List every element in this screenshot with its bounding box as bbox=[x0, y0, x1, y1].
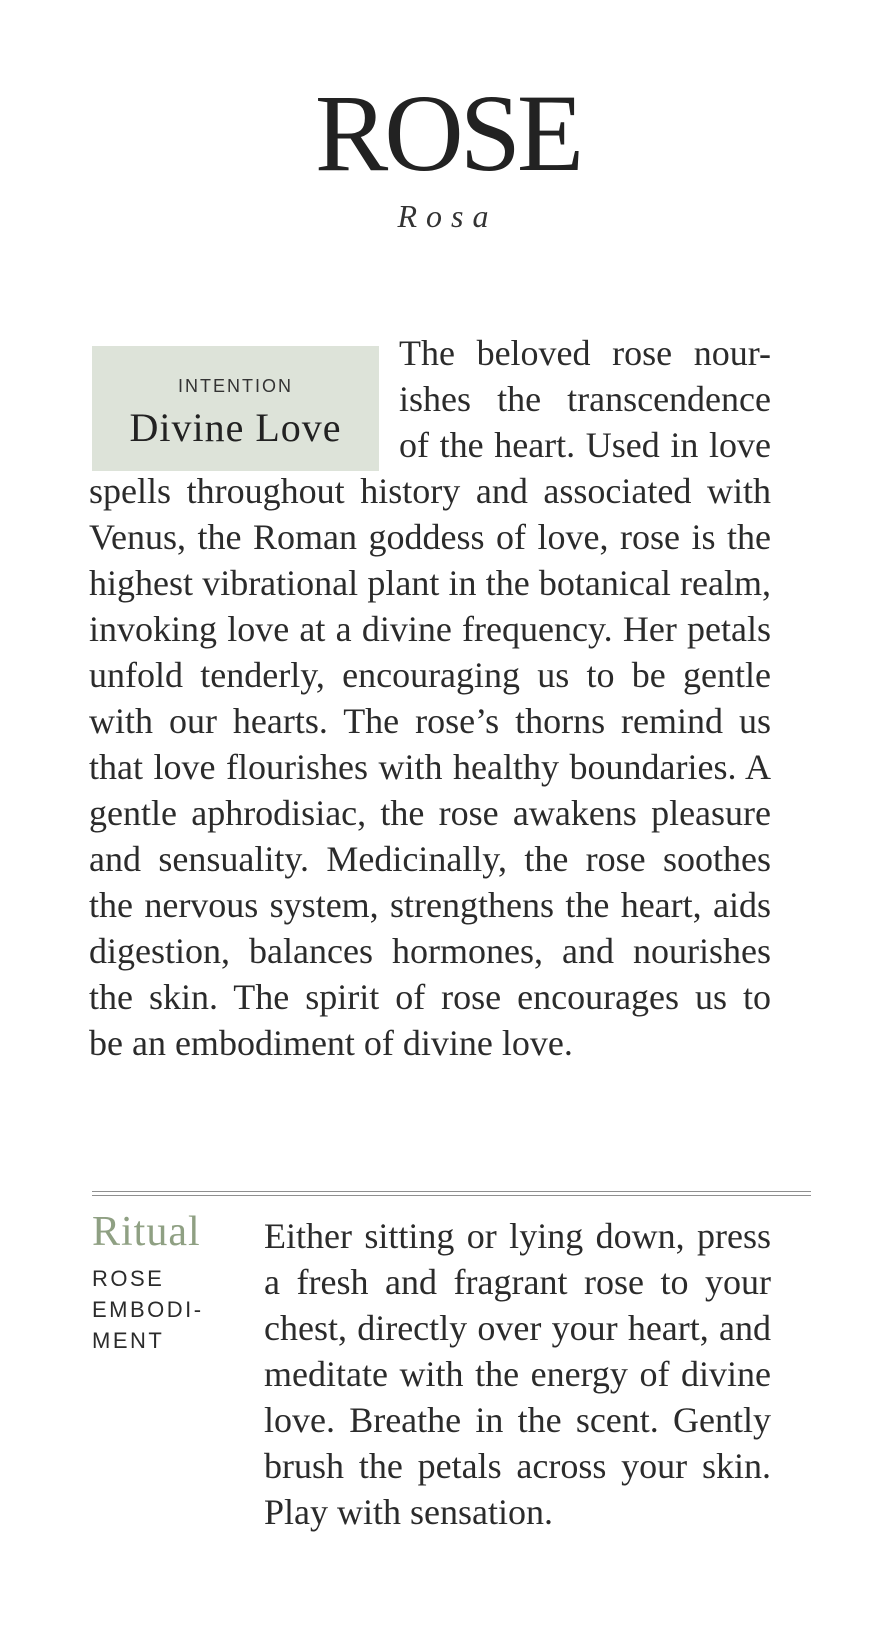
ritual-line: chest, directly over your heart, and bbox=[264, 1308, 771, 1348]
description-line: gentle aphrodisiac, the rose awakens pleasure bbox=[89, 793, 771, 833]
intention-box bbox=[92, 346, 379, 471]
description-line: unfold tenderly, encouraging us to be gentle bbox=[89, 655, 771, 695]
ritual-subtitle-line: EMBODI- bbox=[92, 1297, 204, 1322]
description-line: be an embodiment of divine love. bbox=[89, 1023, 573, 1063]
section-divider bbox=[92, 1191, 811, 1196]
ritual-subtitle-line: MENT bbox=[92, 1328, 165, 1353]
description-line: ishes the transcendence bbox=[399, 379, 771, 419]
ritual-line: meditate with the energy of divine bbox=[264, 1354, 771, 1394]
intention-value: Divine Love bbox=[129, 405, 342, 450]
description-line: The beloved rose nour- bbox=[399, 333, 771, 373]
description-line: and sensuality. Medicinally, the rose soothes bbox=[89, 839, 771, 879]
description-line: highest vibrational plant in the botanical realm, bbox=[89, 563, 771, 603]
ritual-line: Play with sensation. bbox=[264, 1492, 553, 1532]
ritual-line: Either sitting or lying down, press bbox=[264, 1216, 771, 1256]
description-line: with our hearts. The rose’s thorns remind us bbox=[89, 701, 771, 741]
description-line: of the heart. Used in love bbox=[399, 425, 771, 465]
description-line: that love flourishes with healthy boundaries. A bbox=[89, 747, 771, 787]
ritual-subtitle-line: ROSE bbox=[92, 1266, 165, 1291]
ritual-line: love. Breathe in the scent. Gently bbox=[264, 1400, 771, 1440]
description-line: invoking love at a divine frequency. Her petals bbox=[89, 609, 771, 649]
ritual-heading: Ritual bbox=[92, 1209, 201, 1255]
description-line: the skin. The spirit of rose encourages us to bbox=[89, 977, 771, 1017]
description-line: the nervous system, strengthens the heart, aids bbox=[89, 885, 771, 925]
ritual-line: brush the petals across your skin. bbox=[264, 1446, 771, 1486]
description-line: spells throughout history and associated with bbox=[89, 471, 771, 511]
ritual-line: a fresh and fragrant rose to your bbox=[264, 1262, 771, 1302]
plant-title: ROSE bbox=[314, 72, 581, 194]
description-line: digestion, balances hormones, and nourishes bbox=[89, 931, 771, 971]
description-line: Venus, the Roman goddess of love, rose is the bbox=[89, 517, 771, 557]
intention-label: INTENTION bbox=[178, 376, 293, 396]
latin-name: Rosa bbox=[397, 198, 498, 234]
